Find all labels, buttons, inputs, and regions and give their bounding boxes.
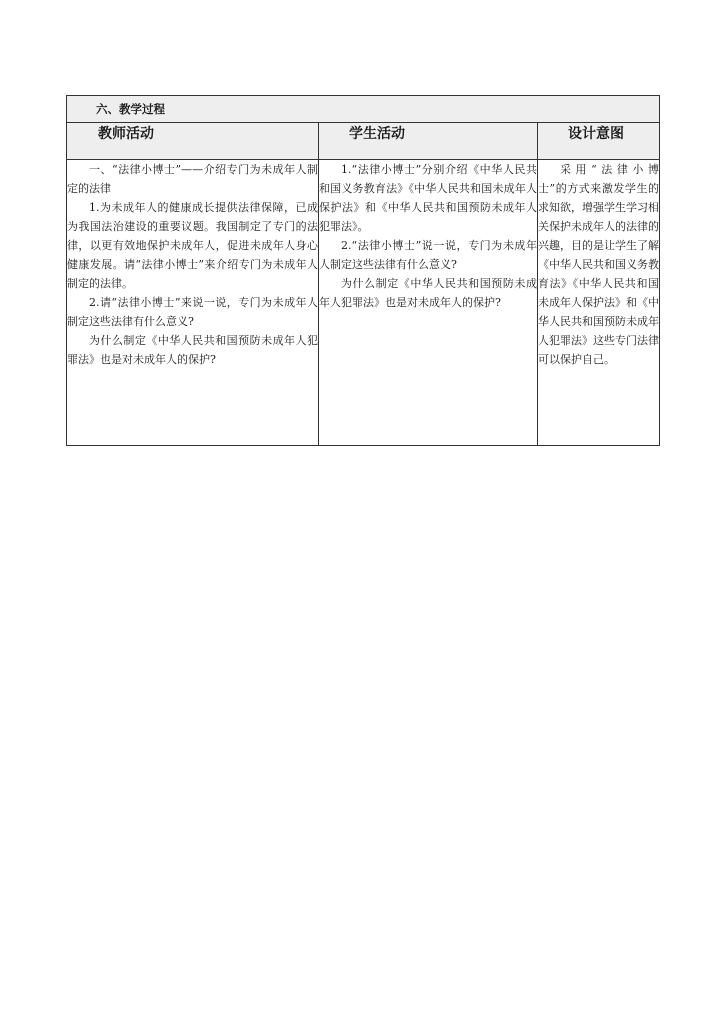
teacher-activity-cell bbox=[67, 160, 319, 446]
teacher-paragraph: 一、“法律小博士”——介绍专门为未成年人制定的法律 bbox=[67, 163, 318, 195]
student-paragraph: 1.“法律小博士”分别介绍《中华人民共和国义务教育法》《中华人民共和国未成年人保护法》和《中华人民共和国预防未成年人犯罪法》。 bbox=[319, 163, 537, 233]
section-title: 六、教学过程 bbox=[67, 96, 660, 123]
column-header-student: 学生活动 bbox=[319, 123, 538, 160]
column-header-design: 设计意图 bbox=[538, 123, 660, 160]
column-header-teacher: 教师活动 bbox=[67, 123, 319, 160]
student-paragraph: 2.“法律小博士”说一说，专门为未成年人制定这些法律有什么意义? bbox=[319, 239, 537, 271]
student-activity-cell bbox=[319, 160, 538, 446]
teacher-paragraph: 2.请“法律小博士”来说一说，专门为未成年人制定这些法律有什么意义? bbox=[67, 296, 318, 328]
teacher-paragraph: 1.为未成年人的健康成长提供法律保障，已成为我国法治建设的重要议题。我国制定了专门的法律，以更有效地保护未成年人，促进未成年人身心健康发展。请“法律小博士”来介绍专门为未成年人制定的法律。 bbox=[67, 201, 318, 290]
teacher-paragraph: 为什么制定《中华人民共和国预防未成年人犯罪法》也是对未成年人的保护? bbox=[67, 334, 318, 366]
design-intent-cell bbox=[538, 160, 660, 446]
design-paragraph: 采用“法律小博士”的方式来激发学生的求知欲，增强学生学习相关保护未成年人的法律的兴趣，目的是让学生了解《中华人民共和国义务教育法》《中华人民共和国未成年人保护法》和《中华人民共和国预防未成年人犯罪法》这些专门法律可以保护自己。 bbox=[538, 163, 659, 366]
teaching-process-table bbox=[66, 95, 660, 446]
student-paragraph: 为什么制定《中华人民共和国预防未成年人犯罪法》也是对未成年人的保护? bbox=[319, 277, 537, 309]
